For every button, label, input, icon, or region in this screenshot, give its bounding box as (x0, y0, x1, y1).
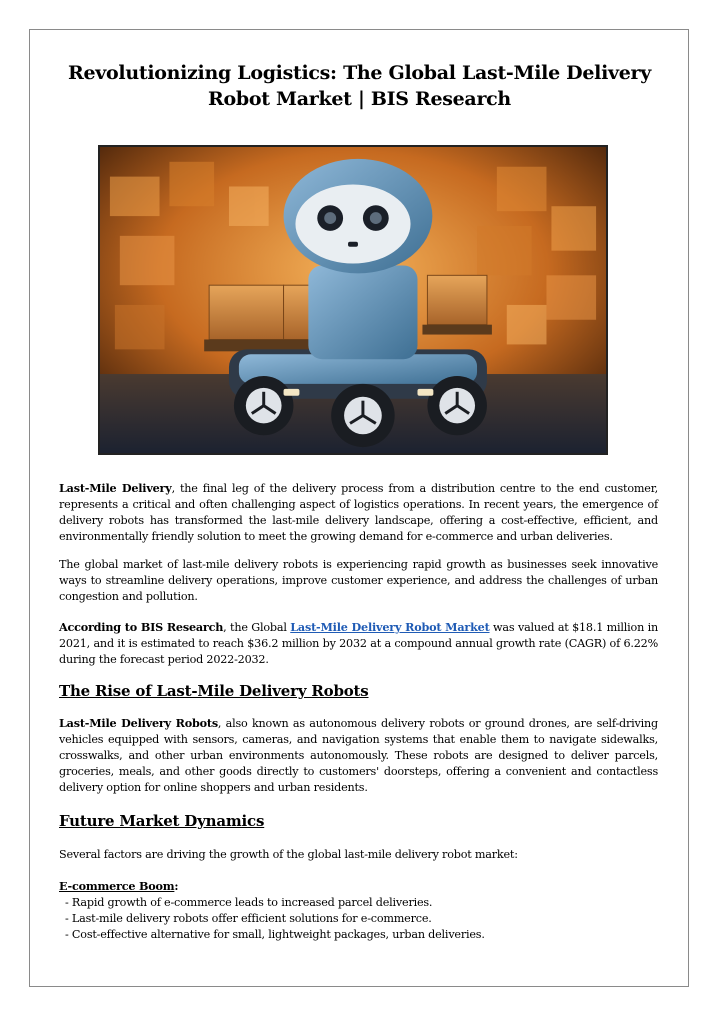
market-report-link[interactable]: Last-Mile Delivery Robot Market (290, 620, 490, 634)
intro-lead: Last-Mile Delivery (59, 481, 172, 495)
delivery-robot-illustration (100, 147, 606, 453)
list-item: - Rapid growth of e-commerce leads to increased parcel deliveries. (65, 896, 433, 909)
market-size-paragraph (59, 619, 658, 668)
intro-paragraph (59, 480, 658, 545)
rise-lead: Last-Mile Delivery Robots (59, 716, 218, 730)
rise-text: , also known as autonomous delivery robots or ground drones, are self-driving vehicles equipped with sensors, cameras, and navigation systems that enable them to navigate sidewalks, crosswalks, and other urban environments autonomously. These robots are designed to deliver parcels, groceries, meals, and other goods directly to customers' doorsteps, offering a convenient and contactless delivery option for online shoppers and urban residents. (59, 717, 658, 794)
dynamics-intro: Several factors are driving the growth of the global last-mile delivery robot market: (59, 848, 518, 861)
rise-paragraph (59, 715, 658, 796)
market-size-lead: According to BIS Research (59, 620, 224, 634)
market-size-text-after: was valued at $18.1 million in 2021, and it is estimated to reach $36.2 million by 2032 at a compound annual growth rate (CAGR) of 6.22% during the forecast period 2022-2032. (59, 621, 658, 666)
ecommerce-subheading-label: E-commerce Boom (59, 879, 175, 893)
list-item: - Cost-effective alternative for small, lightweight packages, urban deliveries. (65, 928, 485, 941)
market-growth-paragraph: The global market of last-mile delivery robots is experiencing rapid growth as businesses seek innovative ways to streamline delivery operations, improve customer experience, and address the challenges of urban congestion and pollution. (59, 558, 658, 603)
page-title: Revolutionizing Logistics: The Global Last-Mile Delivery Robot Market | BIS Research (68, 62, 651, 110)
section-heading-rise: The Rise of Last-Mile Delivery Robots (59, 682, 369, 700)
section-heading-dynamics: Future Market Dynamics (59, 812, 265, 830)
ecommerce-subheading (59, 879, 178, 893)
delivery-robot-image (98, 145, 608, 455)
intro-text: , the final leg of the delivery process from a distribution centre to the end customer, represents a critical and often challenging aspect of logistics operations. In recent years, the emergence of delivery robots has transformed the last-mile delivery landscape, offering a cost-effective, efficient, and environmentally friendly solution to meet the growing demand for e-commerce and urban deliveries. (59, 482, 658, 543)
ecommerce-bullet-list (59, 895, 658, 943)
ecommerce-subheading-colon: : (174, 879, 179, 893)
list-item: - Last-mile delivery robots offer efficient solutions for e-commerce. (65, 912, 432, 925)
market-size-text-before: , the Global (223, 621, 291, 634)
